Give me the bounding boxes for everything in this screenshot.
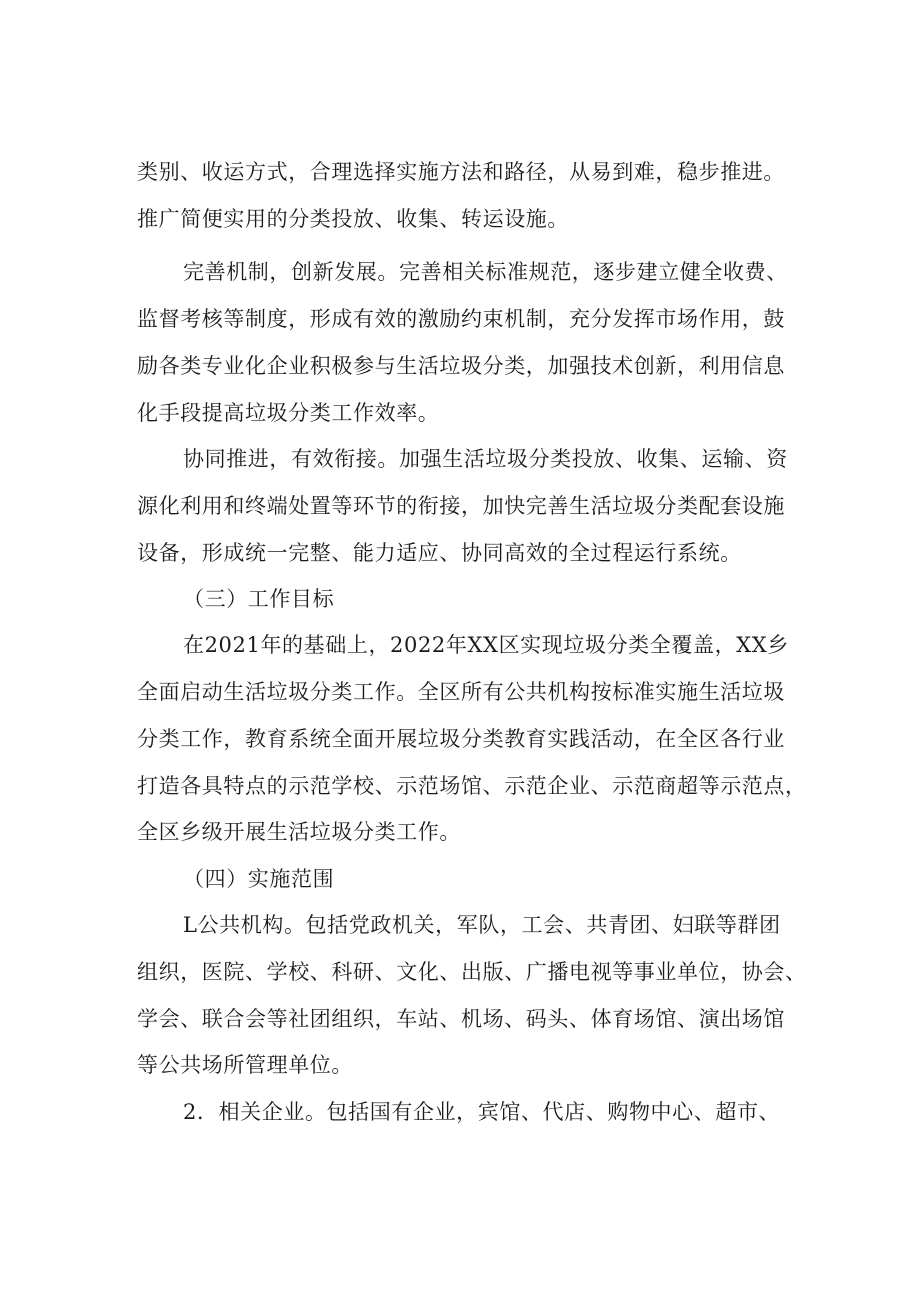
paragraph-line: 源化利用和终端处置等环节的衔接，加快完善生活垃圾分类配套设施 xyxy=(137,494,785,518)
paragraph-line: 组织，医院、学校、科研、文化、出版、广播电视等事业单位，协会、 xyxy=(137,960,807,984)
paragraph-line: 化手段提高垃圾分类工作效率。 xyxy=(137,401,440,425)
paragraph-line: 励各类专业化企业积极参与生活垃圾分类，加强技术创新，利用信息 xyxy=(137,354,785,378)
paragraph-line: 等公共场所管理单位。 xyxy=(137,1053,353,1077)
paragraph-line: 推广简便实用的分类投放、收集、转运设施。 xyxy=(137,207,569,231)
paragraph-line: 类别、收运方式，合理选择实施方法和路径，从易到难，稳步推进。 xyxy=(137,160,785,184)
paragraph-line: 监督考核等制度，形成有效的激励约束机制，充分发挥市场作用，鼓 xyxy=(137,307,785,331)
paragraph-line: 学会、联合会等社团组织，车站、机场、码头、体育场馆、演出场馆 xyxy=(137,1007,785,1031)
paragraph-line: 打造各具特点的示范学校、示范场馆、示范企业、示范商超等示范点， xyxy=(137,774,807,798)
paragraph-line: 全区乡级开展生活垃圾分类工作。 xyxy=(137,820,461,844)
section-heading: （三）工作目标 xyxy=(183,587,335,611)
paragraph-line: 完善机制，创新发展。完善相关标准规范，逐步建立健全收费、 xyxy=(183,260,788,284)
paragraph-line: 在2021年的基础上，2022年XX区实现垃圾分类全覆盖，XX乡 xyxy=(183,633,789,657)
paragraph-line: 协同推进，有效衔接。加强生活垃圾分类投放、收集、运输、资 xyxy=(183,447,788,471)
paragraph-line: 全面启动生活垃圾分类工作。全区所有公共机构按标准实施生活垃圾 xyxy=(137,680,785,704)
paragraph-line: L公共机构。包括党政机关，军队，工会、共青团、妇联等群团 xyxy=(183,913,781,937)
paragraph-line: 设备，形成统一完整、能力适应、协同高效的全过程运行系统。 xyxy=(137,541,742,565)
paragraph-line: 2．相关企业。包括国有企业，宾馆、代店、购物中心、超市、 xyxy=(183,1100,781,1124)
paragraph-line: 分类工作，教育系统全面开展垃圾分类教育实践活动，在全区各行业 xyxy=(137,727,785,751)
section-heading: （四）实施范围 xyxy=(183,867,335,891)
